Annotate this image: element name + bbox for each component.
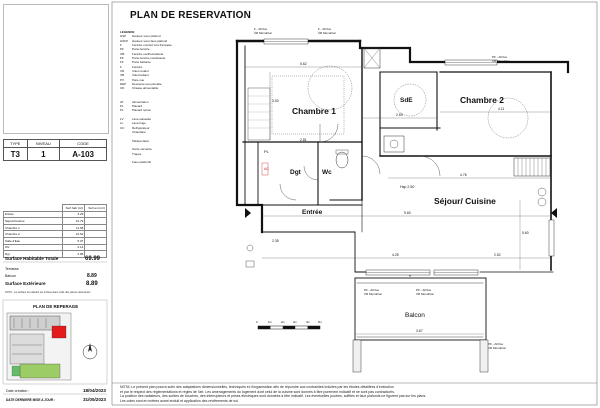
wardrobe-hatch — [248, 88, 270, 140]
legend-code: AT — [120, 99, 124, 104]
legend-text: Fenêtre — [132, 64, 143, 69]
legend-text: Pare-vue — [132, 77, 145, 82]
dim-label: 2.35 — [272, 239, 279, 243]
legend-code: PL — [120, 108, 124, 113]
dim-label: 3.00 — [272, 99, 279, 103]
table-row: Salle d'Eau 5.07 — [4, 237, 107, 244]
table-row: Chambre 2 10.62 — [4, 231, 107, 238]
legend-code: HSFP — [120, 38, 129, 43]
legend-code: HSP — [120, 34, 127, 39]
legend-code: CD — [120, 86, 125, 91]
surf-hab-header: Surf.hab (m²) — [62, 205, 85, 212]
lot-header-niveau: NIVEAU — [27, 140, 60, 148]
legend-code: LL — [120, 121, 124, 126]
table-row: Séjour/Cuisine 31.79 — [4, 218, 107, 225]
legend-code: PL — [120, 103, 124, 108]
key-plan — [7, 313, 97, 380]
habitable-total-value: 69.99 — [85, 256, 101, 262]
footer-line: Les cotes sont en mètres avant enduit et application des revêtements de sol. — [120, 398, 239, 403]
legend-text: Descente eau pluviale — [132, 82, 162, 87]
legend-text: Hauteur sous faux-plafond — [132, 38, 168, 43]
legend-code: CU — [120, 125, 125, 130]
dim-label: 4.25 — [392, 253, 399, 257]
legend-text: Placard — [132, 103, 143, 108]
footer-line: NOTA: Le présent plan pourra subir des adaptations dimensionnelles, techniques et d'organisation afin de répondre aux contraintes induites par les études détaillées d'exécution — [120, 385, 394, 389]
legend-text: Fenêtre ouvrant à la française — [132, 43, 172, 48]
hsp-label: Hsp 2.50 — [400, 185, 415, 189]
reperage-title: PLAN DE REPERAGE — [33, 304, 79, 309]
legend-text: Socle servante — [132, 147, 152, 152]
legend-code: VR — [120, 69, 125, 74]
legend-code: OB — [120, 51, 125, 56]
scale-tick: 1m — [268, 320, 272, 324]
legend-text: Chasse alimentable — [132, 86, 159, 91]
callout-top-window-2: F - All fixe VR Monobloc — [318, 27, 337, 35]
legend-text: Fenêtre oscillo-battante — [132, 51, 164, 56]
scale-tick: 4m — [306, 320, 310, 324]
dim-label: 4.11 — [498, 107, 505, 111]
section-arrow-right — [551, 208, 557, 218]
floor-plan — [237, 41, 568, 372]
dim-label: 2.69 — [396, 113, 403, 117]
creation-date-value: 18/04/2023 — [83, 388, 106, 393]
placard-label: PL — [264, 149, 269, 154]
legend-text: Lave-linge — [132, 121, 146, 126]
modif-date-label: DATE DERNIERE MISE A JOUR : — [6, 398, 56, 402]
surf-ext-header: Surf.ext (m²) — [85, 205, 107, 212]
callout-balcony-mid: PF - All fixe VR Monobloc — [416, 288, 435, 296]
scale-bar — [258, 326, 320, 329]
legend-code: PV — [120, 77, 125, 82]
legend-text: Lave-vaisselle — [132, 116, 152, 121]
lot-header-type: TYPE — [4, 140, 28, 148]
legend-code: PF — [120, 56, 124, 61]
toilet-icon — [336, 152, 348, 168]
section-arrow-left — [245, 208, 251, 218]
legend-text: Porte-fenêtre coulissante — [132, 56, 166, 61]
bed-outline — [272, 76, 344, 134]
legend-title: LEGENDE — [120, 30, 135, 34]
exterior-total-label: Surface Extérieure — [5, 281, 46, 286]
scale-tick: 2m — [281, 320, 285, 324]
modif-date-value: 31/05/2023 — [83, 397, 106, 402]
table-row: Entrée 3.29 — [4, 211, 107, 218]
legend-code: LV — [120, 116, 124, 121]
legend-code: F — [120, 64, 122, 69]
legend-text: Porte battante — [132, 60, 151, 65]
legend-text: Volet roulant — [132, 69, 149, 74]
lot-type-value: T3 — [4, 148, 28, 161]
legend-text: Alimentation — [132, 99, 149, 104]
ext-row-value: 8.89 — [87, 273, 97, 279]
lot-header-code: CODE — [60, 140, 107, 148]
exterior-total-value: 8.89 — [86, 281, 98, 287]
habitable-total-label: Surface Habitable Totale — [5, 256, 59, 261]
kitchen-counter — [514, 158, 550, 176]
dim-label: 5.60 — [522, 231, 529, 235]
scale-tick: 5m — [318, 320, 322, 324]
dimension-lines — [245, 67, 551, 334]
legend-text: Faux-plafonds — [132, 160, 152, 165]
legend-text: Hauteur sous plafond — [132, 34, 161, 39]
callout-right-window: PF - All fixe VR Monobloc — [492, 55, 511, 63]
ext-row-label: Terrasse — [5, 267, 19, 271]
legend-text: Chaudière — [132, 129, 146, 134]
legend-code: FF — [120, 60, 124, 65]
table-row: Dgt 2.86 — [4, 251, 107, 258]
dim-label: 9.60 — [404, 211, 411, 215]
surface-note: NOTA : La surface du placard est incluse dans celle des pièces attenantes — [5, 291, 91, 294]
scale-tick: 0 — [256, 320, 258, 324]
callout-top-window: F - All fixe VR Monobloc — [254, 27, 273, 35]
lot-code-value: A-103 — [60, 148, 107, 161]
table-row: Chambre 1 11.68 — [4, 224, 107, 231]
dim-label: 5.62 — [300, 62, 307, 66]
wc-symbol-icon — [247, 245, 253, 251]
footer-line: et par le respect des réglementations et règles de l'art. Les aménagements du logement dont celui de la cuisine sont donnés à titre purement indicatif et ne sont pas contractuels. — [120, 389, 395, 394]
key-plan-lot-highlight — [52, 326, 66, 338]
room-entree: Entrée — [302, 209, 323, 216]
table-row: Wc 2.14 — [4, 244, 107, 251]
turning-circle — [308, 66, 352, 110]
legend-text: Placard option — [132, 108, 152, 113]
dim-label: 2.81 — [300, 138, 307, 142]
scale-tick: 3m — [293, 320, 297, 324]
plan-title: PLAN DE RESERVATION — [130, 10, 252, 21]
legend-text: Porte-fenêtre — [132, 47, 150, 52]
lot-niveau-value: 1 — [27, 148, 60, 161]
legend-code: DEP — [120, 82, 127, 87]
footer-line: La position des radiateurs, des sorties de bouches, des interrupteurs et prises électriques sont données à titre indicatif. Les éventuelles poutres, soffites et faux plafonds ne figurent pas sur les plans. — [120, 394, 427, 399]
ac-label: AC — [264, 167, 269, 171]
legend-icon — [246, 261, 254, 267]
room-chambre2: Chambre 2 — [460, 95, 504, 105]
washbasin-icon — [384, 136, 404, 152]
ext-row-label: Balcon — [5, 274, 16, 278]
room-wc: Wc — [322, 169, 332, 176]
dim-label: 2.52 — [494, 253, 501, 257]
creation-date-label: Date création : — [6, 389, 30, 393]
legend-text: Tableau Elec — [132, 138, 150, 143]
legend-code: F — [120, 43, 122, 48]
room-sde: SdE — [400, 97, 413, 104]
windows — [264, 39, 554, 275]
callout-balcony-right: PF - All fixe VR Monobloc — [488, 342, 507, 350]
room-sejour: Séjour/ Cuisine — [434, 196, 496, 206]
door-swings — [280, 124, 440, 200]
footer-notes — [120, 385, 590, 403]
legend-text: Volet battant — [132, 73, 149, 78]
legend-code: VB — [120, 73, 125, 78]
legend-text: Trappe — [132, 151, 142, 156]
room-chambre1: Chambre 1 — [292, 106, 336, 116]
legend-code: PF — [120, 47, 124, 52]
room-dgt: Dgt — [290, 169, 301, 176]
legend-text: Refrigérateur — [132, 125, 150, 130]
dim-label: 4.76 — [460, 173, 467, 177]
room-balcon: Balcon — [405, 312, 425, 319]
callout-balcony-left: PF - All fixe VR Monobloc — [364, 288, 383, 296]
dim-label: 3.67 — [416, 329, 423, 333]
